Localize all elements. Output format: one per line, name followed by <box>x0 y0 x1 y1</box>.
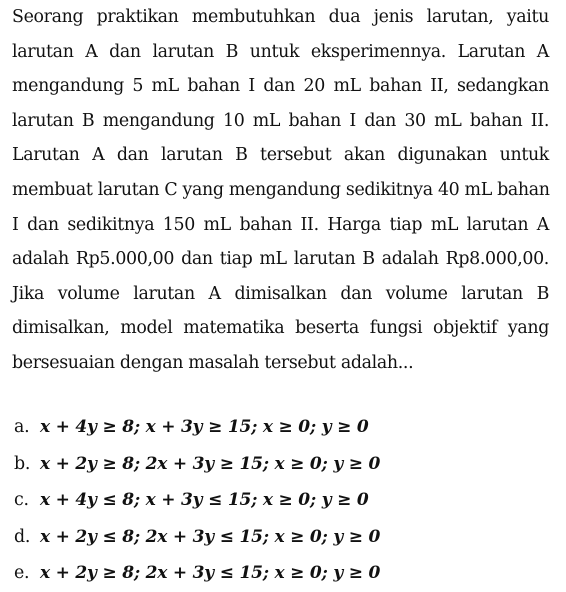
question-line: dimisalkan, model matematika beserta fungsi objektif yang <box>12 318 549 339</box>
question-line: larutan B mengandung 10 mL bahan I dan 30 mL bahan II. <box>12 110 549 131</box>
option-letter: c. <box>14 490 29 510</box>
question-line: Seorang praktikan membutuhkan dua jenis larutan, yaitu <box>12 7 549 27</box>
option-a[interactable] <box>14 409 534 446</box>
question-line: larutan A dan larutan B untuk eksperimennya. Larutan A <box>12 41 549 62</box>
question-line: Larutan A dan larutan B tersebut akan digunakan untuk <box>12 145 549 166</box>
option-letter: a. <box>14 417 30 437</box>
answer-options <box>14 409 534 592</box>
option-letter: b. <box>14 453 31 474</box>
option-letter: e. <box>14 563 30 583</box>
option-b[interactable] <box>14 446 534 483</box>
question-line: Jika volume larutan A dimisalkan dan volume larutan B <box>12 283 549 304</box>
option-expression: x + 4y ≤ 8; x + 3y ≤ 15; x ≥ 0; y ≥ 0 <box>40 490 369 510</box>
option-d[interactable] <box>14 519 534 556</box>
question-text <box>12 0 549 381</box>
option-e[interactable] <box>14 555 534 592</box>
question-line: mengandung 5 mL bahan I dan 20 mL bahan II, sedangkan <box>12 76 549 97</box>
question-line: I dan sedikitnya 150 mL bahan II. Harga tiap mL larutan A <box>12 214 549 235</box>
option-c[interactable] <box>14 482 534 519</box>
option-expression: x + 2y ≤ 8; 2x + 3y ≤ 15; x ≥ 0; y ≥ 0 <box>40 526 381 547</box>
option-expression: x + 4y ≥ 8; x + 3y ≥ 15; x ≥ 0; y ≥ 0 <box>40 417 369 437</box>
option-expression: x + 2y ≥ 8; 2x + 3y ≥ 15; x ≥ 0; y ≥ 0 <box>40 453 381 474</box>
question-line: adalah Rp5.000,00 dan tiap mL larutan B adalah Rp8.000,00. <box>12 249 549 270</box>
option-letter: d. <box>14 526 31 547</box>
question-line: membuat larutan C yang mengandung sedikitnya 40 mL bahan <box>12 179 550 200</box>
option-expression: x + 2y ≥ 8; 2x + 3y ≤ 15; x ≥ 0; y ≥ 0 <box>40 563 381 583</box>
question-line: bersesuaian dengan masalah tersebut adalah... <box>12 352 414 373</box>
